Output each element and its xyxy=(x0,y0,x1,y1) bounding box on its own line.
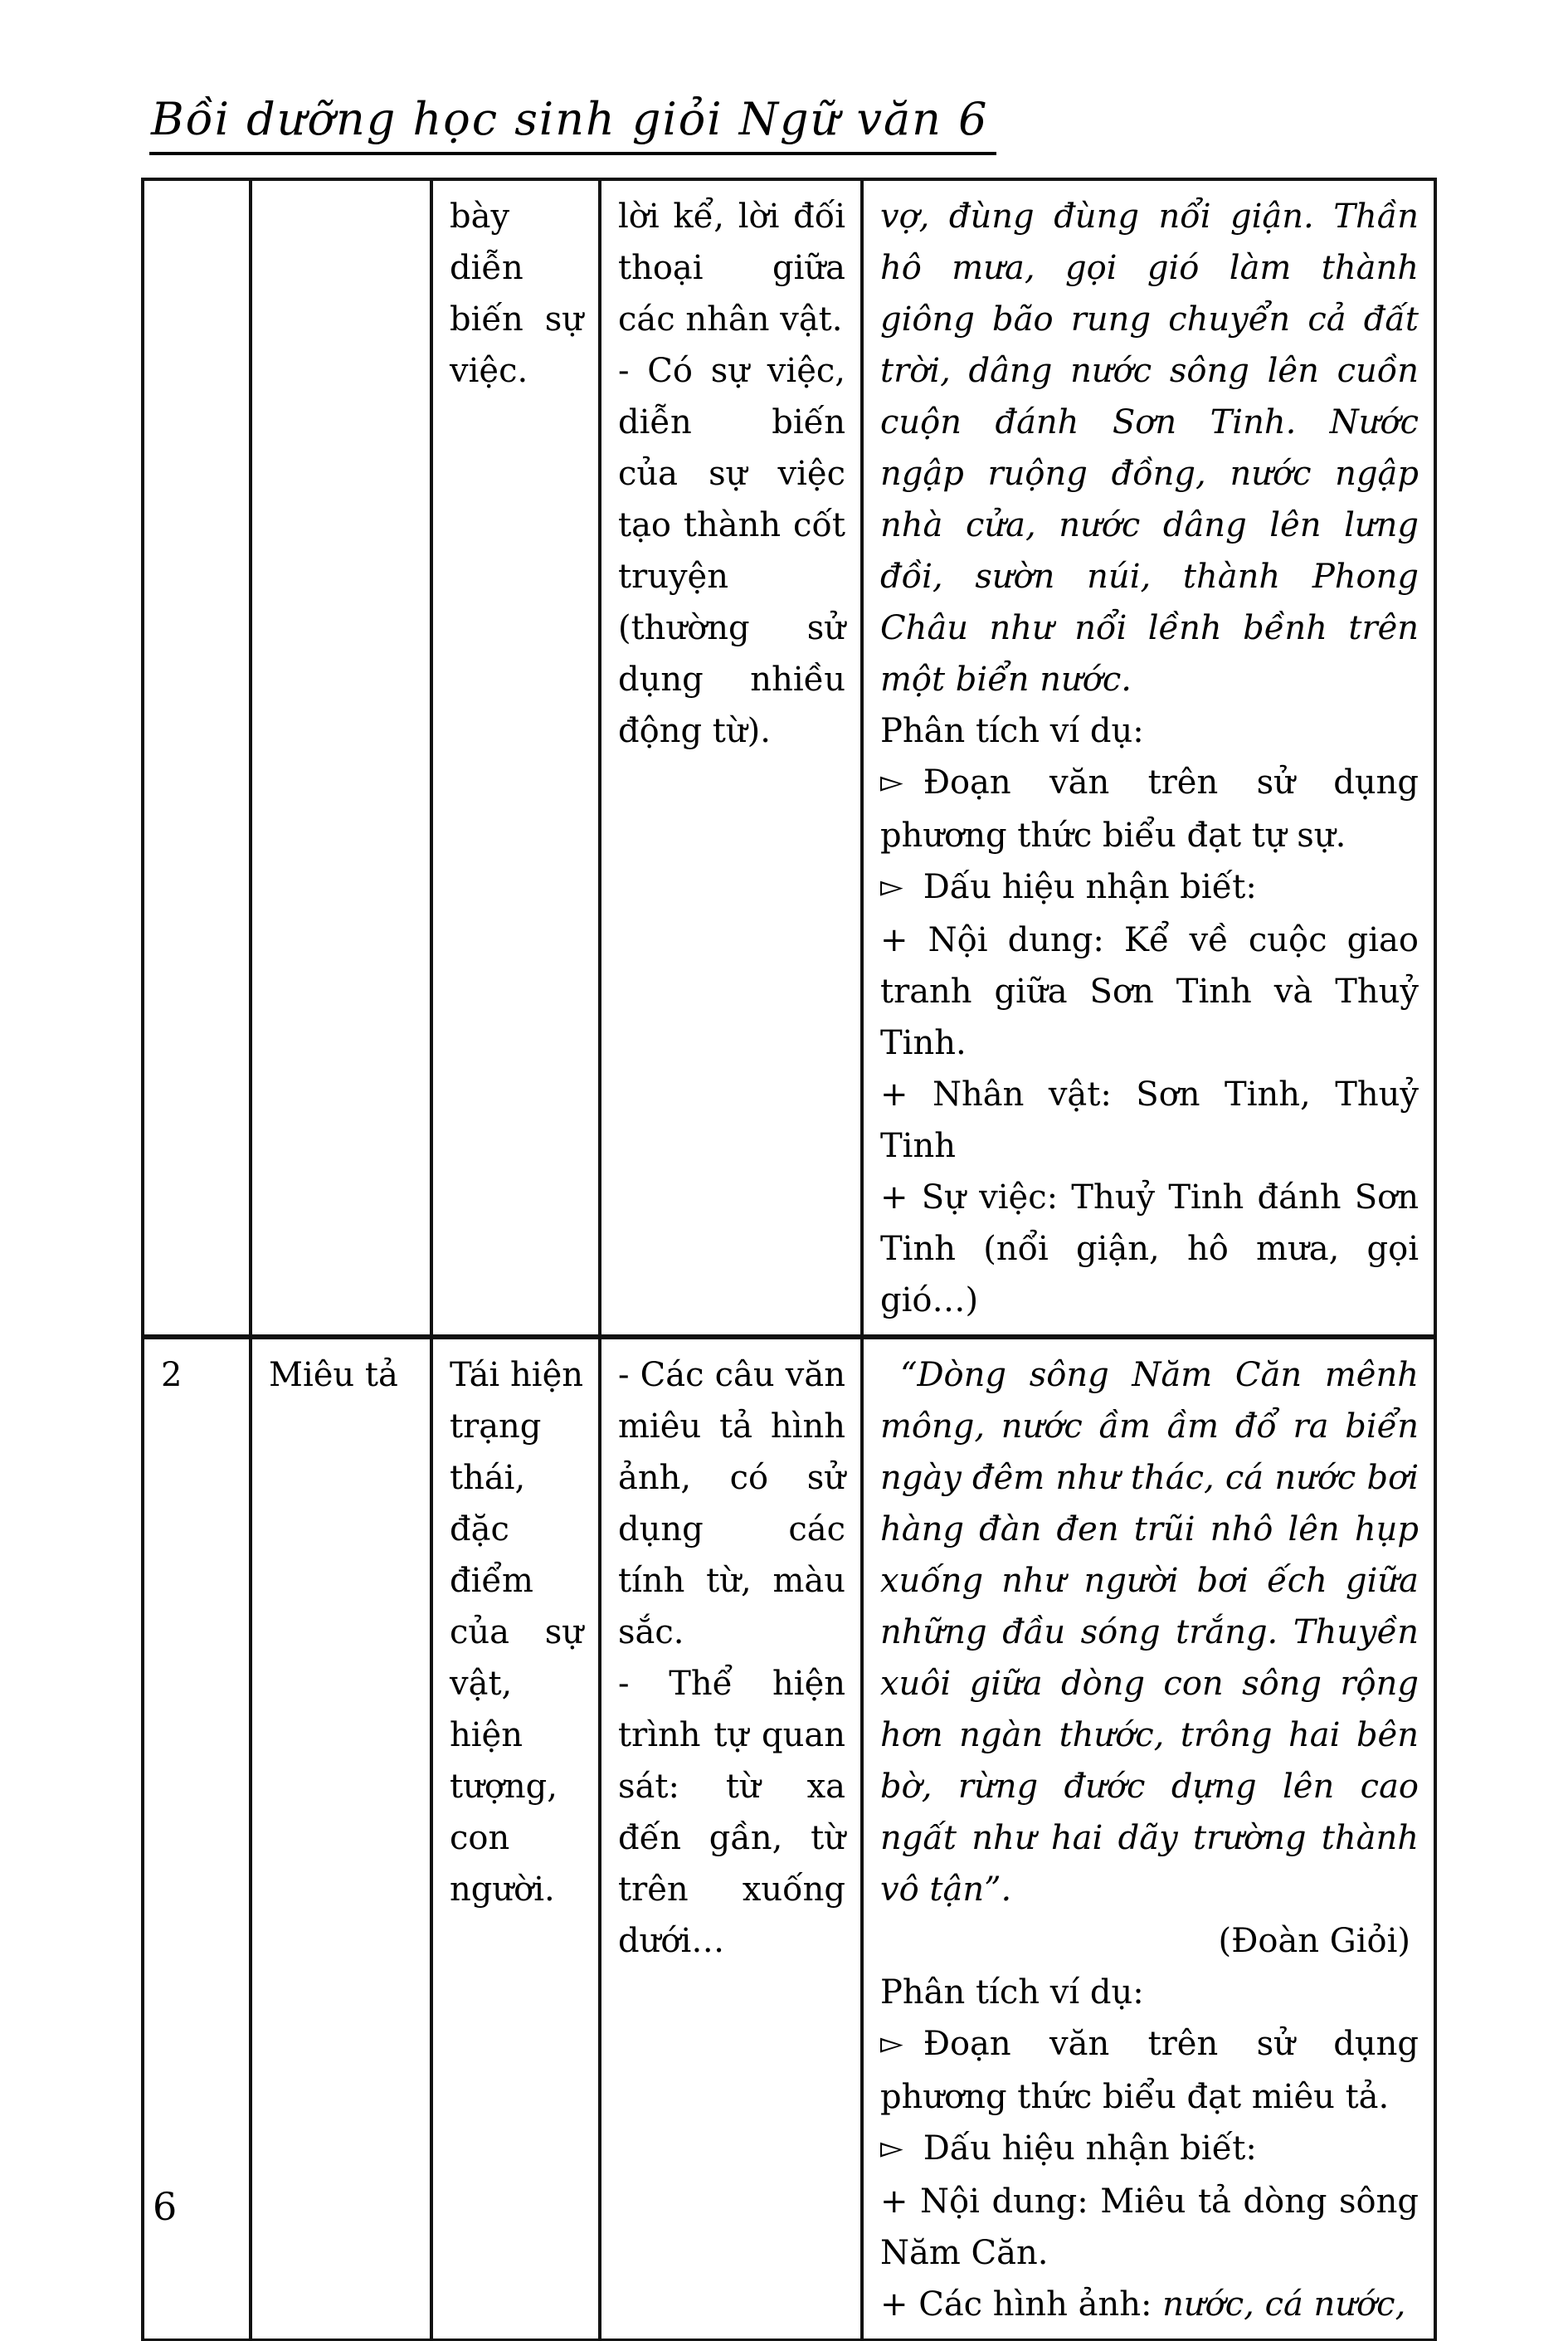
row2-bullet-1 xyxy=(880,2018,1419,2123)
arrow-bullet-icon: ▻ xyxy=(880,870,903,904)
arrow-bullet-icon: ▻ xyxy=(880,2026,903,2061)
row1-example-cell xyxy=(862,179,1435,1337)
row1-analysis-label: Phân tích ví dụ: xyxy=(880,712,1144,750)
row1-signs-cell xyxy=(600,179,862,1337)
row1-plus-1: + Nội dung: Kể về cuộc giao tranh giữa Sơn Tinh và Thuỷ Tinh. xyxy=(880,921,1419,1062)
row1-signs-p2: - Có sự việc, diễn biến của sự việc tạo thành cốt truyện (thường sử dụng nhiều động từ). xyxy=(618,352,845,750)
page-number: 6 xyxy=(153,2184,178,2229)
row2-example-cell xyxy=(862,1337,1435,2340)
row2-example-quote: “Dòng sông Năm Căn mênh mông, nước ầm ầm đổ ra biển ngày đêm như thác, cá nước bơi hàng đàn đen trũi nhô lên hụp xuống như người bơi ếch giữa những đầu sóng trắng. Thuyền xuôi giữa dòng con sông rộng hơn ngàn thước, trông hai bên bờ, rừng đước dựng lên cao ngất như hai dãy trường thành vô tận”. xyxy=(880,1356,1419,1909)
row2-concept-text: Tái hiện trạng thái, đặc điểm của sự vật, hiện tượng, con người. xyxy=(450,1356,583,1909)
row2-signs-cell xyxy=(600,1337,862,2340)
row2-bullet-2 xyxy=(880,2123,1419,2176)
row2-example-author: (Đoàn Giỏi) xyxy=(1218,1922,1410,1960)
row1-concept-cell xyxy=(431,179,600,1337)
row1-plus-3: + Sự việc: Thuỷ Tinh đánh Sơn Tinh (nổi giận, hô mưa, gọi gió…) xyxy=(880,1178,1419,1319)
row2-signs-p2: - Thể hiện trình tự quan sát: từ xa đến gần, từ trên xuống dưới… xyxy=(618,1665,845,1960)
row2-plus-2 xyxy=(880,2279,1419,2330)
row1-bullet-1 xyxy=(880,757,1419,861)
row1-plus-2: + Nhân vật: Sơn Tinh, Thuỷ Tinh xyxy=(880,1075,1419,1165)
arrow-bullet-icon: ▻ xyxy=(880,2131,903,2165)
table-row xyxy=(143,1337,1435,2340)
row1-concept-text: bày diễn biến sự việc. xyxy=(450,198,583,390)
row1-signs-p1: lời kể, lời đối thoại giữa các nhân vật. xyxy=(618,198,845,339)
row2-bullet-1-text: Đoạn văn trên sử dụng phương thức biểu đạt miêu tả. xyxy=(880,2025,1419,2116)
running-head-title: Bồi dưỡng học sinh giỏi Ngữ văn 6 xyxy=(149,93,996,155)
row2-plus-1: + Nội dung: Miêu tả dòng sông Năm Căn. xyxy=(880,2182,1419,2272)
row1-method-cell xyxy=(251,179,431,1337)
row1-bullet-2-text: Dấu hiệu nhận biết: xyxy=(923,868,1257,906)
row2-method-cell xyxy=(251,1337,431,2340)
row2-analysis-label: Phân tích ví dụ: xyxy=(880,1973,1144,2012)
table-row xyxy=(143,179,1435,1337)
row1-bullet-1-text: Đoạn văn trên sử dụng phương thức biểu đạt tự sự. xyxy=(880,763,1419,855)
row2-method: Miêu tả xyxy=(269,1356,398,1394)
row2-bullet-2-text: Dấu hiệu nhận biết: xyxy=(923,2129,1257,2168)
row2-signs-p1: - Các câu văn miêu tả hình ảnh, có sử dụng các tính từ, màu sắc. xyxy=(618,1356,845,1651)
row1-example-quote: vợ, đùng đùng nổi giận. Thần hô mưa, gọi gió làm thành giông bão rung chuyển cả đất trời, dâng nước sông lên cuồn cuộn đánh Sơn Tinh. Nước ngập ruộng đồng, nước ngập nhà cửa, nước dâng lên lưng đồi, sườn núi, thành Phong Châu như nổi lềnh bềnh trên một biển nước. xyxy=(880,198,1419,699)
expression-methods-table xyxy=(141,178,1437,2341)
row1-bullet-2 xyxy=(880,861,1419,914)
row2-concept-cell xyxy=(431,1337,600,2340)
arrow-bullet-icon: ▻ xyxy=(880,765,903,799)
row1-number-cell xyxy=(143,179,251,1337)
row2-number: 2 xyxy=(161,1356,183,1394)
row2-plus-2-images: nước, cá nước, xyxy=(1162,2285,1406,2324)
row2-plus-2-lead: + Các hình ảnh: xyxy=(880,2285,1163,2324)
